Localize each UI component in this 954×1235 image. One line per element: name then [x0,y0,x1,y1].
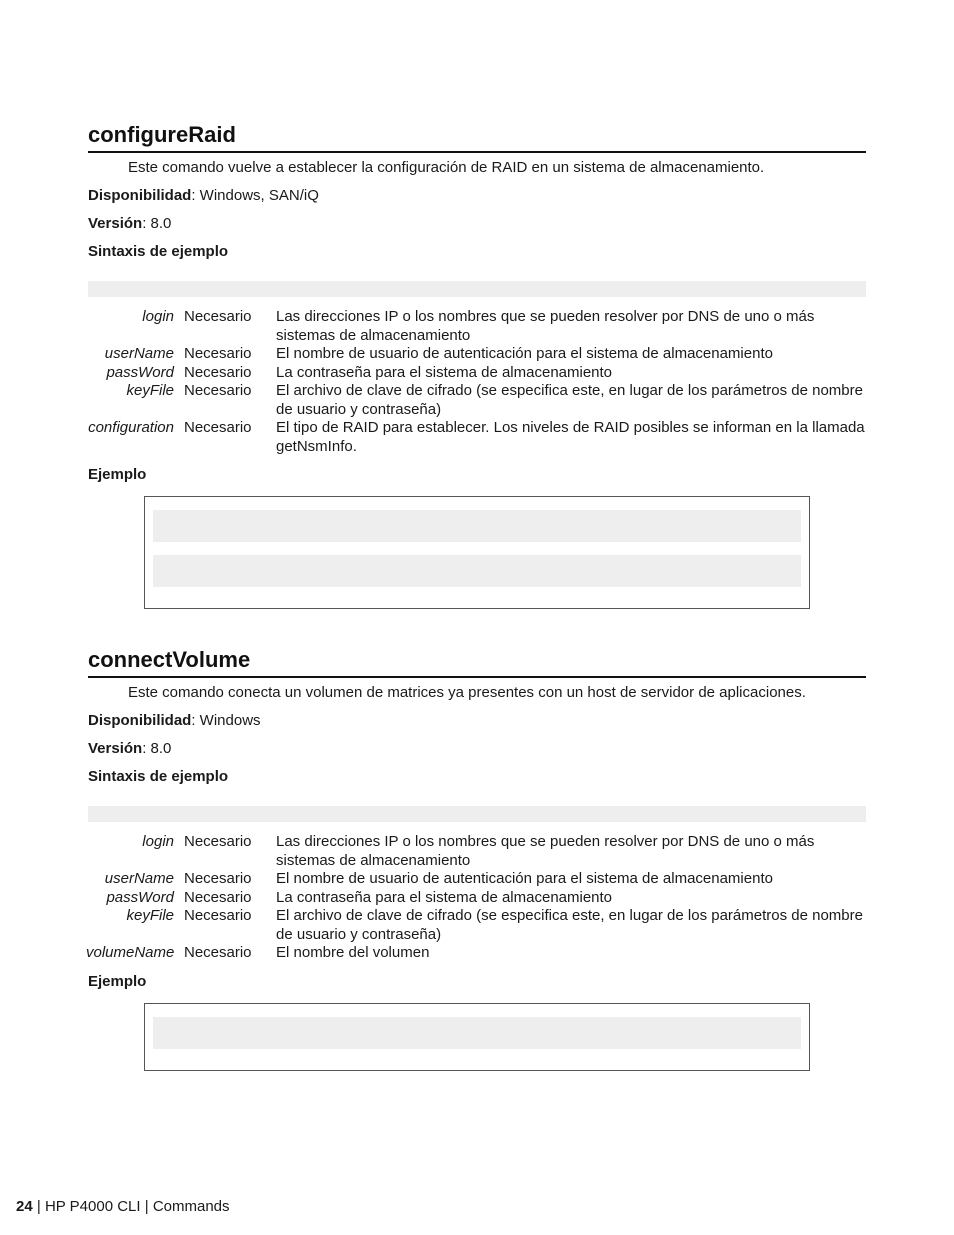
param-description: Las direcciones IP o los nombres que se pueden resolver por DNS de uno o más sistemas de almacenamiento [276,833,815,869]
footer-chapter: Commands [152,1198,230,1215]
availability [88,711,866,731]
param-name: keyFile [126,382,174,399]
param-required: Necesario [184,363,252,381]
param-description: El nombre del volumen [276,944,430,961]
section-title: configureRaid [88,121,866,153]
section-connect-volume [88,646,866,1071]
param-required: Necesario [184,419,252,436]
section-title: connectVolume [88,646,866,678]
param-name: passWord [106,888,174,906]
section-description: Este comando conecta un volumen de matrices ya presentes con un host de servidor de aplicaciones. [128,684,806,701]
param-description: La contraseña para el sistema de almacenamiento [276,363,613,381]
section-configure-raid [88,121,866,609]
availability-label: Disponibilidad [88,187,192,204]
version-label: Versión [88,740,143,757]
param-description: La contraseña para el sistema de almacenamiento [276,888,613,906]
param-name: userName [104,870,174,887]
example-code-line [153,555,801,587]
param-required: Necesario [184,888,252,906]
footer-separator: | [36,1198,41,1215]
param-required: Necesario [184,833,252,850]
page-footer [16,1197,230,1217]
page-number: 24 [16,1198,33,1215]
example-code-line [153,510,801,542]
param-required: Necesario [184,308,252,325]
param-description: El tipo de RAID para establecer. Los niveles de RAID posibles se informan en la llamada getNsmInfo. [276,419,865,455]
syntax-heading: Sintaxis de ejemplo [88,243,229,260]
param-required: Necesario [184,382,252,399]
syntax-code-block [88,806,866,822]
availability-label: Disponibilidad [88,712,192,729]
param-required: Necesario [184,345,252,362]
param-name: volumeName [86,944,175,961]
availability-value: : Windows, SAN/iQ [191,187,319,204]
version [88,739,866,759]
param-name: login [142,833,174,850]
params-table [86,833,866,963]
example-heading: Ejemplo [88,972,147,990]
example-code-line [153,1017,801,1049]
param-description: El nombre de usuario de autenticación para el sistema de almacenamiento [276,345,773,362]
param-required: Necesario [184,944,252,961]
syntax-code-block [88,281,866,297]
param-description: El archivo de clave de cifrado (se especifica este, en lugar de los parámetros de nombre de usuario y contraseña) [276,907,863,943]
example-heading: Ejemplo [88,466,147,483]
param-name: userName [104,345,174,362]
footer-doc-title: HP P4000 CLI [44,1198,141,1215]
param-name: login [142,308,174,325]
availability [88,186,866,206]
availability-value: : Windows [191,712,261,729]
section-description: Este comando vuelve a establecer la configuración de RAID en un sistema de almacenamiento. [128,159,765,176]
param-description: El nombre de usuario de autenticación para el sistema de almacenamiento [276,870,773,887]
param-name: keyFile [126,907,174,924]
version-value: : 8.0 [142,740,172,757]
param-name: passWord [106,363,174,381]
version-value: : 8.0 [142,215,172,232]
example-code-box [144,496,810,609]
param-required: Necesario [184,870,252,887]
param-description: Las direcciones IP o los nombres que se pueden resolver por DNS de uno o más sistemas de almacenamiento [276,308,815,344]
params-table [86,308,866,456]
param-name: configuration [88,419,174,436]
footer-separator: | [144,1198,149,1215]
syntax-heading: Sintaxis de ejemplo [88,768,229,785]
version-label: Versión [88,215,143,232]
param-description: El archivo de clave de cifrado (se especifica este, en lugar de los parámetros de nombre de usuario y contraseña) [276,382,863,418]
example-code-box [144,1003,810,1071]
param-required: Necesario [184,907,252,924]
version [88,214,866,234]
